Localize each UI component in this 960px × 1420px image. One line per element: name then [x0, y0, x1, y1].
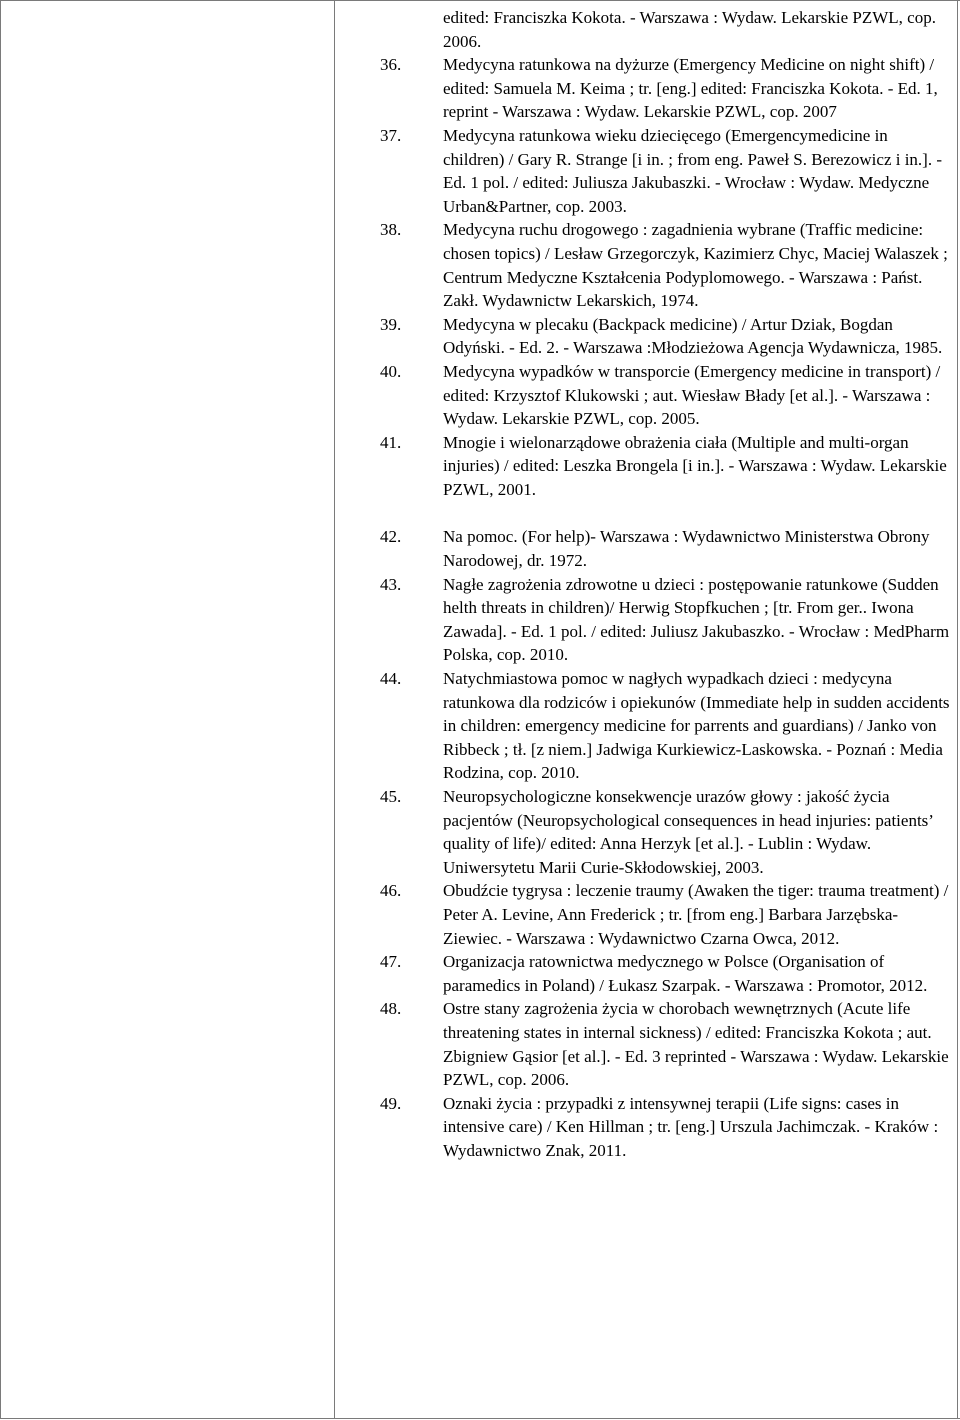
bibliography-list [380, 6, 952, 1163]
entry-number: 37. [380, 125, 402, 145]
entry-number: 36. [380, 55, 402, 75]
entry-number: 44. [380, 669, 402, 689]
column-divider [334, 0, 335, 1418]
entry-text: Medycyna wypadków w transporcie (Emergency medicine in transport) / edited: Krzysztof Klukowski ; aut. Wiesław Błady [et al.]. - Warszawa : Wydaw. Lekarskie PZWL, cop. 2005. [443, 361, 941, 429]
bibliography-block-2 [380, 525, 952, 1162]
bibliography-entry [380, 997, 952, 1091]
entry-text: Neuropsychologiczne konsekwencje urazów głowy : jakość życia pacjentów (Neuropsychological consequences in head injuries: patients’ quality of life)/ edited: Anna Herzyk [et al.]. - Lublin : Wydaw. Uniwersytetu Marii Curie-Skłodowskiej, 2003. [443, 787, 933, 877]
bibliography-entry [380, 124, 952, 218]
bibliography-entry [380, 53, 952, 124]
entry-number: 38. [380, 220, 402, 240]
bibliography-block-1 [380, 53, 952, 501]
table-border-bottom [0, 1418, 960, 1419]
entry-text: Medycyna ratunkowa wieku dziecięcego (Emergencymedicine in children) / Gary R. Strange [i in. ; from eng. Paweł S. Berezowicz i in.]. - Ed. 1 pol. / edited: Juliusza Jakubaszki. - Wrocław : Wydaw. Medyczne Urban&Partner, cop. 2003. [443, 125, 943, 216]
entry-number: 48. [380, 999, 402, 1019]
entry-number: 41. [380, 432, 402, 452]
bibliography-entry [380, 313, 952, 360]
entry-text: Oznaki życia : przypadki z intensywnej terapii (Life signs: cases in intensive care) / Ken Hillman ; tr. [eng.] Urszula Jachimczak. - Kraków : Wydawnictwo Znak, 2011. [443, 1093, 939, 1160]
continuation-text: edited: Franciszka Kokota. - Warszawa : Wydaw. Lekarskie PZWL, cop. 2006. [443, 8, 936, 51]
entry-text: Medycyna ruchu drogowego : zagadnienia wybrane (Traffic medicine: chosen topics) / Lesław Grzegorczyk, Kazimierz Chyc, Maciej Walaszek ; Centrum Medyczne Kształcenia Podyplomowego. - Warszawa : Państ. Zakł. Wydawnictw Lekarskich, 1974. [443, 220, 948, 311]
continuation-entry [380, 6, 952, 53]
table-border-top [0, 0, 960, 1]
bibliography-entry [380, 218, 952, 312]
entry-number: 43. [380, 574, 402, 594]
entry-text: Na pomoc. (For help)- Warszawa : Wydawnictwo Ministerstwa Obrony Narodowej, dr. 1972. [443, 527, 930, 571]
entry-text: Obudźcie tygrysa : leczenie traumy (Awaken the tiger: trauma treatment) / Peter A. Levine, Ann Frederick ; tr. [from eng.] Barbara Jarzębska-Ziewiec. - Warszawa : Wydawnictwo Czarna Owca, 2012. [443, 881, 949, 948]
bibliography-entry [380, 785, 952, 879]
bibliography-entry [380, 879, 952, 950]
entry-text: Mnogie i wielonarządowe obrażenia ciała (Multiple and multi-organ injuries) / edited: Leszka Brongela [i in.]. - Warszawa : Wydaw. Lekarskie PZWL, 2001. [443, 432, 947, 499]
entry-text: Medycyna w plecaku (Backpack medicine) / Artur Dziak, Bogdan Odyński. - Ed. 2. - Warszawa :Młodzieżowa Agencja Wydawnicza, 1985. [443, 314, 943, 358]
entry-number: 45. [380, 787, 402, 806]
table-border-left [0, 0, 1, 1418]
bibliography-entry [380, 360, 952, 431]
entry-text: Organizacja ratownictwa medycznego w Polsce (Organisation of paramedics in Poland) / Łukasz Szarpak. - Warszawa : Promotor, 2012. [443, 952, 928, 995]
bibliography-entry [380, 950, 952, 997]
entry-text: Ostre stany zagrożenia życia w chorobach wewnętrznych (Acute life threatening states in internal sickness) / edited: Franciszka Kokota ; aut. Zbigniew Gąsior [et al.]. - Ed. 3 reprinted - Warszawa : Wydaw. Lekarskie PZWL, cop. 2006. [443, 999, 949, 1090]
bibliography-entry [380, 525, 952, 572]
block-gap [380, 501, 952, 525]
bibliography-entry [380, 431, 952, 502]
entry-number: 40. [380, 361, 402, 381]
bibliography-entry [380, 573, 952, 667]
entry-number: 39. [380, 314, 402, 334]
entry-number: 47. [380, 952, 402, 972]
entry-text: Natychmiastowa pomoc w nagłych wypadkach dzieci : medycyna ratunkowa dla rodziców i opiekunów (Immediate help in sudden accidents in children: emergency medicine for parrents and guardians) / Janko von Ribbeck ; tł. [z niem.] Jadwiga Kurkiewicz-Laskowska. - Poznań : Media Rodzina, cop. 2010. [443, 669, 950, 783]
table-border-right [957, 0, 958, 1418]
bibliography-entry [380, 1092, 952, 1163]
entry-text: Medycyna ratunkowa na dyżurze (Emergency Medicine on night shift) / edited: Samuela M. Keima ; tr. [eng.] edited: Franciszka Kokota. - Ed. 1, reprint - Warszawa : Wydaw. Lekarskie PZWL, cop. 2007 [443, 55, 938, 122]
bibliography-entry [380, 667, 952, 785]
entry-number: 46. [380, 881, 402, 901]
entry-number: 49. [380, 1093, 402, 1113]
entry-number: 42. [380, 527, 402, 547]
entry-text: Nagłe zagrożenia zdrowotne u dzieci : postępowanie ratunkowe (Sudden helth threats in children)/ Herwig Stopfkuchen ; [tr. From ger.. Iwona Zawada]. - Ed. 1 pol. / edited: Juliusz Jakubaszko. - Wrocław : MedPharm Polska, cop. 2010. [443, 574, 950, 665]
